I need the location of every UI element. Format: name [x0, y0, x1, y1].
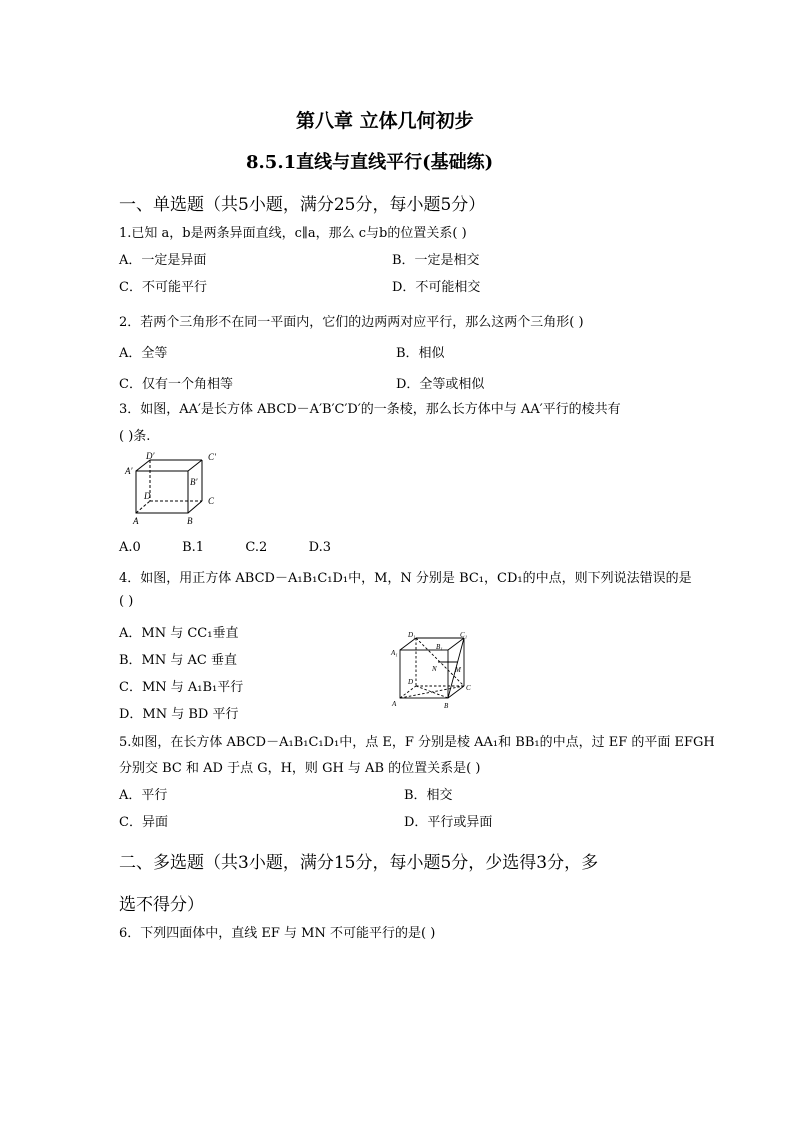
q3-label-ap: A′ [125, 466, 133, 476]
q5-option-c: C．异面 [119, 815, 168, 830]
q5-stem-line2: 分别交 BC 和 AD 于点 G，H，则 GH 与 AB 的位置关系是( ) [119, 761, 481, 776]
q2-option-a: A．全等 [119, 346, 168, 361]
q3-label-a: A [133, 516, 139, 526]
q3-options: A.0 B.1 C.2 D.3 [119, 540, 331, 555]
q6-stem: 6．下列四面体中，直线 EF 与 MN 不可能平行的是( ) [119, 926, 436, 941]
q4-option-a: A．MN 与 CC₁垂直 [119, 626, 239, 641]
q3-label-b: B [187, 516, 193, 526]
q4-label-c1: C₁ [460, 631, 468, 639]
q3-stem-line2: ( )条. [119, 429, 151, 444]
q4-label-b: B [444, 702, 449, 710]
q3-stem-line1: 3．如图，AA′是长方体 ABCD－A′B′C′D′的一条棱，那么长方体中与 AA′平行的棱共有 [119, 402, 621, 417]
q5-option-b: B．相交 [404, 788, 453, 803]
q5-option-d: D．平行或异面 [404, 815, 493, 830]
q3-label-d: D [144, 491, 151, 501]
q5-option-a: A．平行 [119, 788, 168, 803]
q4-option-c: C．MN 与 A₁B₁平行 [119, 680, 244, 695]
section-1-heading: 一、单选题（共5小题，满分25分，每小题5分） [119, 195, 486, 215]
q4-label-c: C [466, 684, 471, 692]
q4-stem-line2: ( ) [119, 594, 134, 609]
q4-label-d1: D₁ [408, 631, 416, 639]
q1-option-c: C．不可能平行 [119, 280, 207, 295]
page-title: 第八章 立体几何初步 [296, 110, 474, 132]
q4-label-d: D [408, 678, 414, 686]
q3-cuboid-figure [122, 452, 222, 530]
section-2-heading-line2: 选不得分） [119, 895, 204, 915]
q2-stem: 2．若两个三角形不在同一平面内，它们的边两两对应平行，那么这两个三角形( ) [119, 315, 584, 330]
q4-option-b: B．MN 与 AC 垂直 [119, 653, 237, 668]
q5-stem-line1: 5.如图，在长方体 ABCD－A₁B₁C₁D₁中，点 E，F 分别是棱 AA₁和 BB₁的中点，过 EF 的平面 EFGH [119, 735, 715, 750]
lesson-title: 8.5.1直线与直线平行(基础练) [246, 152, 494, 173]
q4-label-n: N [432, 665, 437, 673]
q4-label-a: A [392, 700, 397, 708]
q3-label-c: C [208, 496, 215, 506]
q2-option-c: C．仅有一个角相等 [119, 377, 233, 392]
q1-stem: 1.已知 a，b是两条异面直线，c∥a，那么 c与b的位置关系( ) [119, 226, 467, 241]
q3-label-cp: C′ [208, 452, 216, 462]
q4-cube-figure [388, 628, 472, 712]
q2-option-d: D．全等或相似 [396, 377, 485, 392]
q2-option-b: B．相似 [396, 346, 445, 361]
q4-label-b1: B₁ [436, 643, 443, 651]
q4-label-m: M [455, 666, 461, 674]
section-2-heading-line1: 二、多选题（共3小题，满分15分，每小题5分，少选得3分，多 [119, 853, 599, 873]
q1-option-b: B．一定是相交 [392, 253, 480, 268]
q4-stem-line1: 4．如图，用正方体 ABCD－A₁B₁C₁D₁中，M，N 分别是 BC₁，CD₁的中点，则下列说法错误的是 [119, 571, 692, 586]
q4-label-a1: A₁ [391, 649, 398, 657]
q3-label-dp: D′ [146, 452, 155, 461]
q1-option-a: A．一定是异面 [119, 253, 207, 268]
q1-option-d: D．不可能相交 [392, 280, 481, 295]
q4-option-d: D．MN 与 BD 平行 [119, 707, 239, 722]
q3-label-bp: B′ [190, 477, 198, 487]
